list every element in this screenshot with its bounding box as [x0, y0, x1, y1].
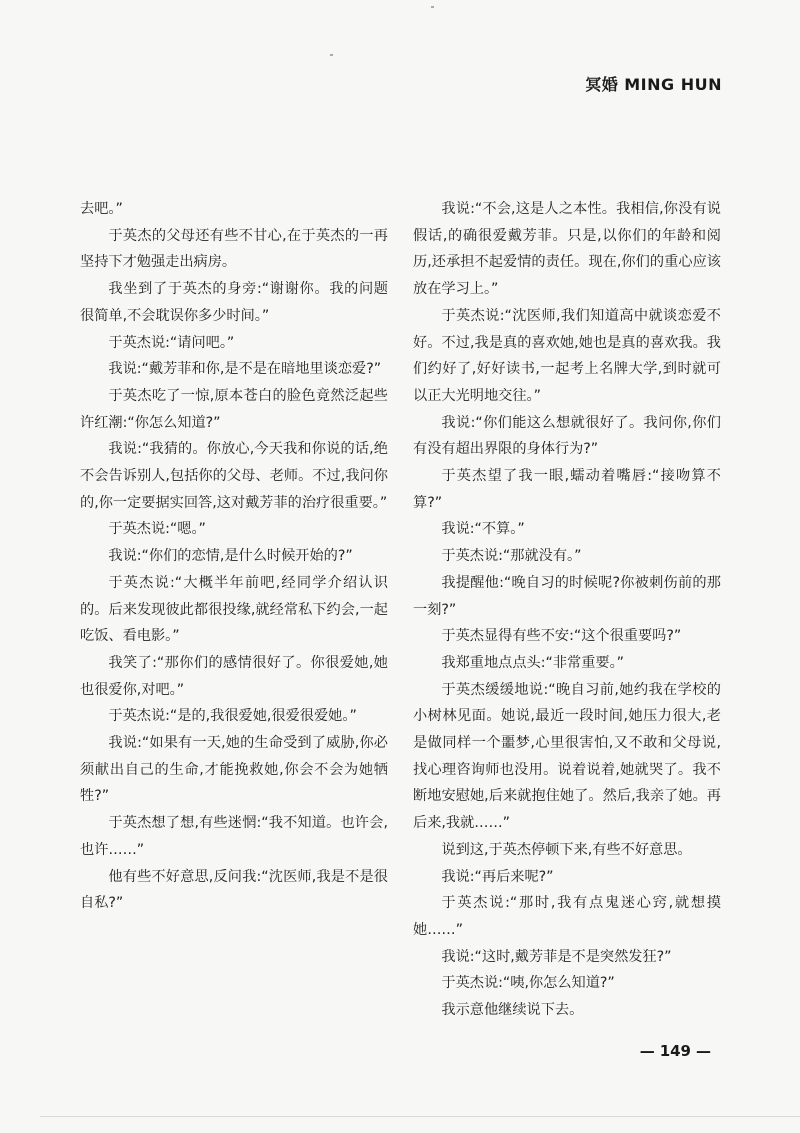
- paragraph: 于英杰说:“请问吧。”: [108, 334, 235, 351]
- paragraph: 于英杰缓缓地说:“晚自习前,她约我在学校的小树林见面。她说,最近一段时间,她压力很大,老是做同样一个噩梦,心里很害怕,又不敢和父母说,找心理咨询师也没用。说着说着,她就哭了。我不断地安慰她,后来就抱住她了。然后,我亲了她。再后来,我就……”: [413, 681, 721, 832]
- running-header: [585, 72, 722, 95]
- paragraph: 于英杰的父母还有些不甘心,在于英杰的一再坚持下才勉强走出病房。: [80, 227, 388, 271]
- paragraph: 我说:“不会,这是人之本性。我相信,你没有说假话,的确很爱戴芳菲。只是,以你们的年龄和阅历,还承担不起爱情的责任。现在,你们的重心应该放在学习上。”: [413, 201, 721, 298]
- paragraph: 于英杰说:“那就没有。”: [441, 548, 582, 565]
- running-header-title-en: MING HUN: [624, 75, 722, 94]
- paragraph: 于英杰望了我一眼,蠕动着嘴唇:“接吻算不算?”: [413, 468, 721, 511]
- paragraph: 我说:“我猜的。你放心,今天我和你说的话,绝不会告诉别人,包括你的父母、老师。不过,我问你的,你一定要据实回答,这对戴芳菲的治疗很重要。”: [80, 441, 388, 511]
- right-text-column: [413, 196, 721, 1024]
- paragraph: 于英杰说:“嗯。”: [108, 521, 206, 538]
- paragraph: 我说:“这时,戴芳菲是不是突然发狂?”: [441, 948, 672, 965]
- paragraph: 于英杰显得有些不安:“这个很重要吗?”: [441, 628, 682, 645]
- paragraph: 于英杰说:“沈医师,我们知道高中就谈恋爱不好。不过,我是真的喜欢她,她也是真的喜欢我。我们约好了,好好读书,一起考上名牌大学,到时就可以正大光明地交往。”: [413, 307, 721, 404]
- paragraph: 于英杰说:“大概半年前吧,经同学介绍认识的。后来发现彼此都很投缘,就经常私下约会,一起吃饭、看电影。”: [80, 574, 388, 645]
- paragraph: 我说:“你们能这么想就很好了。我问你,你们有没有超出界限的身体行为?”: [413, 414, 721, 458]
- folio-dash-left: —: [639, 1042, 655, 1060]
- paragraph: 我说:“你们的恋情,是什么时候开始的?”: [108, 548, 353, 565]
- scan-speck: [330, 54, 333, 56]
- paragraph: 于英杰说:“咦,你怎么知道?”: [441, 975, 615, 992]
- paragraph: 我坐到了于英杰的身旁:“谢谢你。我的问题很简单,不会耽误你多少时间。”: [80, 281, 388, 324]
- paragraph: 我说:“不算。”: [441, 521, 525, 538]
- paragraph: 于英杰说:“是的,我很爱她,很爱很爱她。”: [108, 708, 357, 725]
- running-header-title-cn: 冥婚: [585, 75, 619, 94]
- paragraph: 我说:“如果有一天,她的生命受到了威胁,你必须献出自己的生命,才能挽救她,你会不会为她牺牲?”: [80, 735, 388, 805]
- folio-dash-right: —: [696, 1042, 711, 1060]
- paragraph: 去吧。”: [80, 201, 123, 217]
- page-edge-line: [40, 1116, 800, 1117]
- paragraph: 我示意他继续说下去。: [441, 1002, 584, 1019]
- paragraph: 他有些不好意思,反问我:“沈医师,我是不是很自私?”: [80, 868, 388, 912]
- paragraph: 我说:“再后来呢?”: [441, 868, 554, 885]
- page-number: 149: [659, 1042, 691, 1060]
- paragraph: 于英杰说:“那时,我有点鬼迷心窍,就想摸她……”: [413, 895, 721, 938]
- paragraph: 我提醒他:“晚自习的时候呢?你被刺伤前的那一刻?”: [413, 574, 721, 618]
- paragraph: 于英杰吃了一惊,原本苍白的脸色竟然泛起些许红潮:“你怎么知道?”: [80, 387, 388, 431]
- page-folio: [635, 1042, 716, 1060]
- paragraph: 于英杰想了想,有些迷惘:“我不知道。也许会,也许……”: [80, 815, 388, 858]
- paragraph: 我笑了:“那你们的感情很好了。你很爱她,她也很爱你,对吧。”: [80, 654, 388, 698]
- left-text-column: [80, 196, 388, 917]
- paragraph: 说到这,于英杰停顿下来,有些不好意思。: [441, 841, 692, 858]
- paragraph: 我说:“戴芳菲和你,是不是在暗地里谈恋爱?”: [108, 361, 382, 378]
- paragraph: 我郑重地点点头:“非常重要。”: [441, 654, 625, 671]
- scan-speck: [431, 6, 434, 8]
